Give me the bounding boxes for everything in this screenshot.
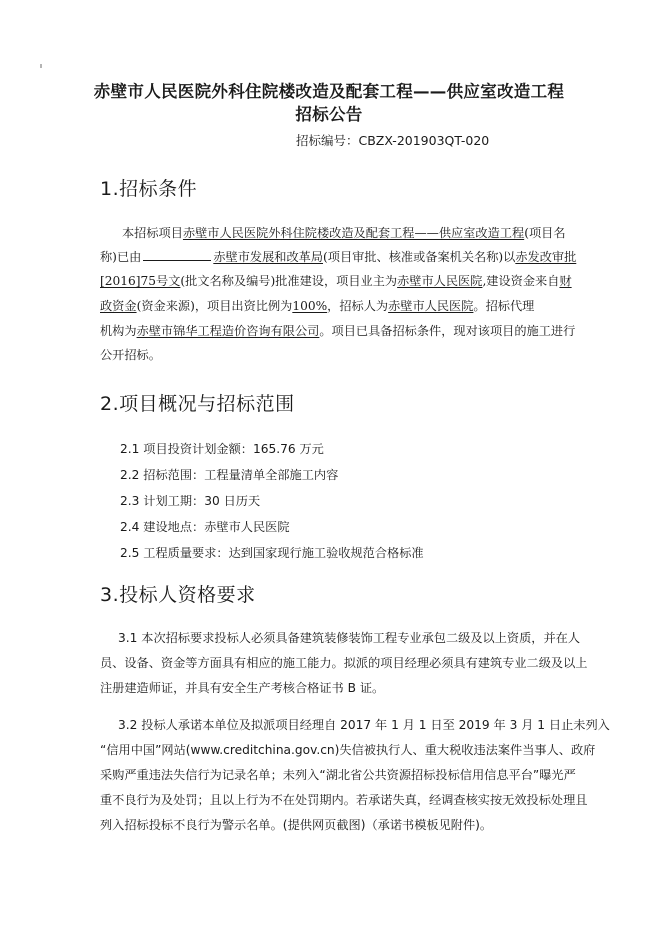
agency-name: 赤壁市锦华工程造价咨询有限公司 [136, 324, 320, 338]
commitment-line: “信用中国”网站(www.creditchina.gov.cn)失信被执行人、重大税收违法案件当事人、政府 [100, 743, 596, 757]
bid-number: 招标编号：CBZX-201903QT-020 [296, 133, 490, 148]
overview-item: 2.4 建设地点：赤壁市人民医院 [120, 520, 290, 534]
project-name: 赤壁市人民医院外科住院楼改造及配套工程——供应室改造工程 [182, 226, 525, 240]
commitment-line: 重不良行为及处罚；且以上行为不在处罚期内。若承诺失真，经调查核实按无效投标处理且 [100, 793, 588, 807]
s1-line4 [100, 298, 570, 314]
section3-heading: 3.投标人资格要求 [100, 584, 256, 606]
fund-source: 财 [559, 274, 572, 288]
overview-item: 2.1 项目投资计划金额：165.76 万元 [120, 442, 324, 456]
page-subtitle: 招标公告 [295, 105, 363, 124]
blank-line [143, 249, 211, 261]
qualification-line: 3.1 本次招标要求投标人必须具备建筑装修装饰工程专业承包二级及以上资质，并在人 [118, 631, 581, 645]
qualification-line: 注册建造师证，并具有安全生产考核合格证书 B 证。 [100, 681, 385, 695]
commitment-line: 采购严重违法失信行为记录名单；未列入“湖北省公共资源招标投标信用信息平台”曝光严 [100, 768, 576, 782]
approval-authority: 赤壁市发展和改革局 [213, 250, 324, 264]
text: 称)已由 [100, 250, 142, 264]
text: 。项目已具备招标条件，现对该项目的施工进行 [319, 324, 576, 338]
text: ，招标人为 [327, 299, 389, 313]
qualification-line: 员、设备、资金等方面具有相应的施工能力。拟派的项目经理必须具有建筑专业二级及以上 [100, 656, 588, 670]
s1-line6: 公开招标。 [100, 348, 161, 362]
text: (项目审批、核准或备案机关名称)以 [323, 250, 516, 264]
approval-doc: 赤发改审批 [515, 250, 577, 264]
s1-line2 [100, 249, 577, 265]
text: ,建设资金来自 [482, 274, 560, 288]
text: 本招标项目 [122, 226, 183, 240]
commitment-line: 3.2 投标人承诺本单位及拟派项目经理自 2017 年 1 月 1 日至 2019 年 3 月 1 日止未列入 [118, 718, 610, 732]
overview-item: 2.5 工程质量要求：达到国家现行施工验收规范合格标准 [120, 546, 424, 560]
scan-speck [40, 64, 42, 68]
overview-item: 2.2 招标范围：工程量清单全部施工内容 [120, 468, 339, 482]
section1-heading: 1.招标条件 [100, 178, 198, 200]
s1-line1 [122, 225, 570, 241]
text: (项目名 [524, 226, 566, 240]
funding-ratio: 100% [292, 299, 328, 313]
overview-item: 2.3 计划工期：30 日历天 [120, 494, 261, 508]
project-owner: 赤壁市人民医院 [397, 274, 483, 288]
text: 。招标代理 [473, 299, 535, 313]
commitment-line: 列入招标投标不良行为警示名单。(提供网页截图)（承诺书模板见附件)。 [100, 818, 493, 832]
s1-line3 [100, 273, 570, 289]
fund-source: 政资金 [100, 299, 137, 313]
page-title: 赤壁市人民医院外科住院楼改造及配套工程——供应室改造工程 [93, 82, 565, 101]
approval-doc-number: [2016]75号文 [100, 274, 181, 288]
s1-line5 [100, 323, 576, 339]
text: 机构为 [100, 324, 137, 338]
tenderer: 赤壁市人民医院 [388, 299, 474, 313]
text: (批文名称及编号)批准建设，项目业主为 [180, 274, 398, 288]
section2-heading: 2.项目概况与招标范围 [100, 393, 295, 415]
text: (资金来源)，项目出资比例为 [136, 299, 293, 313]
